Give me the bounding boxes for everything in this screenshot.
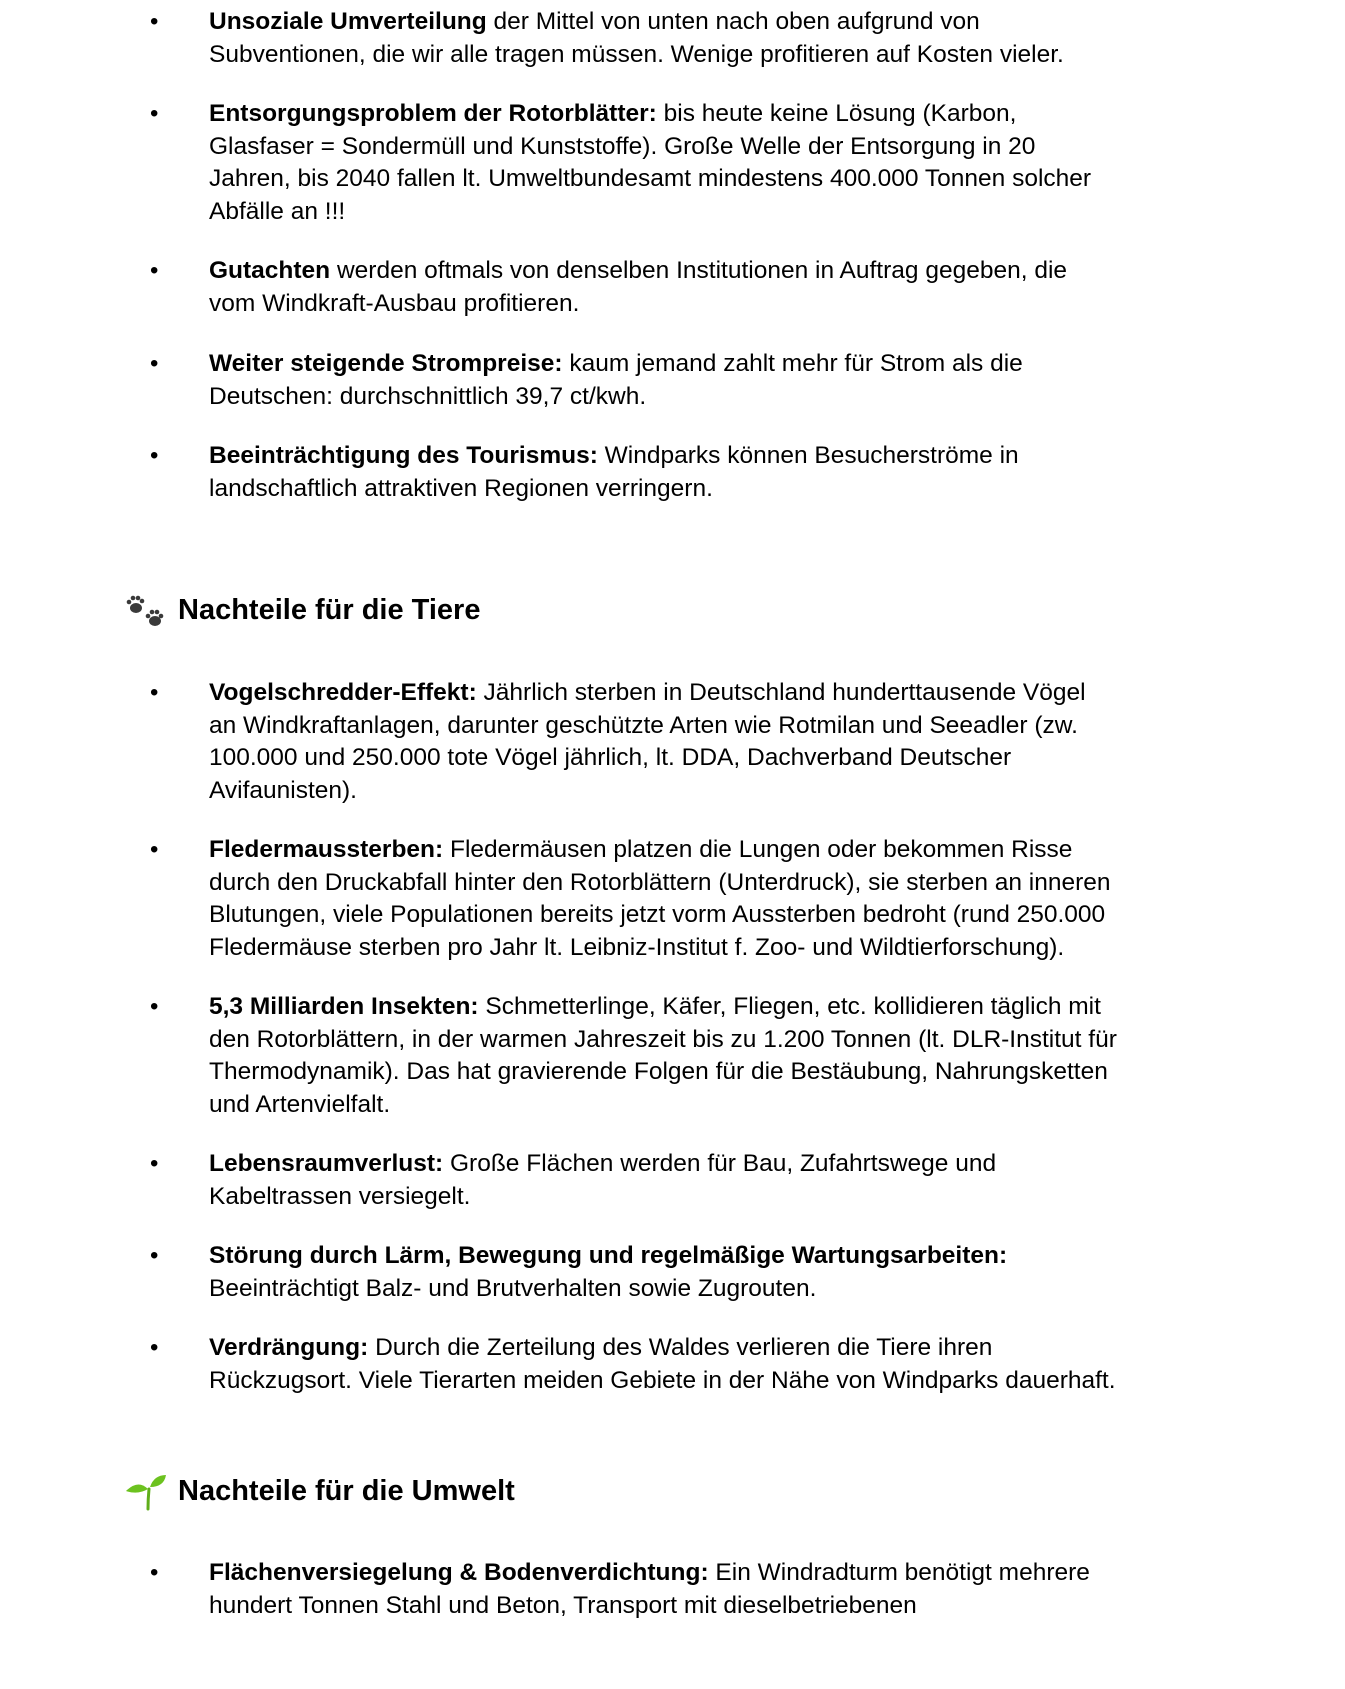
bullet: • [150, 442, 159, 469]
section-title: Nachteile für die Tiere [178, 593, 481, 626]
list-item-text [209, 440, 1019, 505]
text-line: Entsorgungsproblem der Rotorblätter: bis heute keine Lösung (Karbon, [209, 100, 1017, 127]
text-line: Kabeltrassen versiegelt. [209, 1182, 471, 1210]
bullet: • [150, 679, 159, 706]
bullet: • [150, 1242, 159, 1269]
bullet: • [150, 1559, 159, 1586]
text-line: Beeinträchtigung des Tourismus: Windparks können Besucherströme in [209, 442, 1019, 469]
bullet: • [150, 100, 159, 127]
text-line: Glasfaser = Sondermüll und Kunststoffe). Große Welle der Entsorgung in 20 [209, 132, 1036, 160]
list-item-label: Verdrängung: [209, 1334, 369, 1361]
text-line: vom Windkraft-Ausbau profitieren. [209, 289, 580, 317]
list-item-text [209, 1332, 1116, 1397]
text-line: Rückzugsort. Viele Tierarten meiden Gebiete in der Nähe von Windparks dauerhaft. [209, 1366, 1116, 1394]
list-item-text [209, 677, 1086, 807]
list-item-label: Lebensraumverlust: [209, 1150, 444, 1177]
text-line: Subventionen, die wir alle tragen müssen. Wenige profitieren auf Kosten vieler. [209, 40, 1064, 68]
paw-prints-icon [122, 588, 170, 632]
list-item-text [209, 991, 1117, 1121]
section-title: Nachteile für die Umwelt [178, 1474, 515, 1507]
text-line: Vogelschredder-Effekt: Jährlich sterben in Deutschland hunderttausende Vögel [209, 679, 1086, 706]
list-item-label: Störung durch Lärm, Bewegung und regelmäßige Wartungsarbeiten: [209, 1242, 1008, 1269]
text-line: Fledermäuse sterben pro Jahr lt. Leibniz-Institut f. Zoo- und Wildtierforschung). [209, 933, 1065, 961]
text-line: landschaftlich attraktiven Regionen verringern. [209, 474, 713, 502]
list-item-label: Gutachten [209, 257, 331, 284]
text-line: Weiter steigende Strompreise: kaum jemand zahlt mehr für Strom als die [209, 350, 1023, 377]
text-line: Fledermaussterben: Fledermäusen platzen die Lungen oder bekommen Risse [209, 836, 1073, 863]
list-item-text [209, 1557, 1090, 1622]
text-line: an Windkraftanlagen, darunter geschützte Arten wie Rotmilan und Seeadler (zw. [209, 711, 1078, 739]
bullet: • [150, 8, 159, 35]
text-line: Avifaunisten). [209, 776, 357, 804]
list-item-label: Vogelschredder-Effekt: [209, 679, 477, 706]
list-item-text [209, 348, 1023, 413]
text-line [209, 1240, 1007, 1273]
text-line: Verdrängung: Durch die Zerteilung des Waldes verlieren die Tiere ihren [209, 1334, 993, 1361]
text-line: hundert Tonnen Stahl und Beton, Transport mit dieselbetriebenen [209, 1591, 917, 1619]
bullet: • [150, 1150, 159, 1177]
text-line: Flächenversiegelung & Bodenverdichtung: Ein Windradturm benötigt mehrere [209, 1559, 1090, 1586]
text-line: Blutungen, viele Populationen bereits jetzt vorm Aussterben bedroht (rund 250.000 [209, 901, 1106, 928]
text-line: Deutschen: durchschnittlich 39,7 ct/kwh. [209, 382, 647, 410]
list-item-text [209, 1148, 996, 1213]
list-item-text [209, 255, 1067, 320]
text-line: 5,3 Milliarden Insekten: Schmetterlinge, Käfer, Fliegen, etc. kollidieren täglich mit [209, 993, 1101, 1020]
list-item-text [209, 834, 1111, 964]
list-item-text [209, 98, 1091, 228]
seedling-icon [122, 1469, 170, 1513]
list-item-label: 5,3 Milliarden Insekten: [209, 993, 479, 1020]
section-heading [122, 588, 480, 632]
text-line: Abfälle an !!! [209, 197, 346, 225]
text-line: Unsoziale Umverteilung der Mittel von unten nach oben aufgrund von [209, 8, 980, 35]
text-line: Thermodynamik). Das hat gravierende Folgen für die Bestäubung, Nahrungsketten [209, 1058, 1108, 1085]
text-line: den Rotorblättern, in der warmen Jahreszeit bis zu 1.200 Tonnen (lt. DLR-Institut für [209, 1025, 1117, 1053]
list-item-label: Beeinträchtigung des Tourismus: [209, 442, 598, 469]
bullet: • [150, 836, 159, 863]
text-line: Jahren, bis 2040 fallen lt. Umweltbundesamt mindestens 400.000 Tonnen solcher [209, 165, 1092, 192]
text-line: Beeinträchtigt Balz- und Brutverhalten sowie Zugrouten. [209, 1274, 817, 1302]
list-item-label: Entsorgungsproblem der Rotorblätter: [209, 100, 657, 127]
text-line: Gutachten werden oftmals von denselben Institutionen in Auftrag gegeben, die [209, 257, 1068, 284]
text-line: Lebensraumverlust: Große Flächen werden für Bau, Zufahrtswege und [209, 1150, 997, 1177]
bullet: • [150, 1334, 159, 1361]
bullet: • [150, 993, 159, 1020]
bullet: • [150, 257, 159, 284]
list-item-label: Weiter steigende Strompreise: [209, 350, 563, 377]
list-item-text [209, 6, 1064, 71]
bullet: • [150, 350, 159, 377]
text-line: und Artenvielfalt. [209, 1090, 391, 1118]
list-item-label: Flächenversiegelung & Bodenverdichtung: [209, 1559, 709, 1586]
list-item-text [209, 1240, 1007, 1305]
text-line: 100.000 und 250.000 tote Vögel jährlich, lt. DDA, Dachverband Deutscher [209, 744, 1012, 771]
list-item-label: Fledermaussterben: [209, 836, 444, 863]
text-line: durch den Druckabfall hinter den Rotorblättern (Unterdruck), sie sterben an inneren [209, 868, 1111, 896]
section-heading [122, 1469, 515, 1513]
list-item-label: Unsoziale Umverteilung [209, 8, 487, 35]
